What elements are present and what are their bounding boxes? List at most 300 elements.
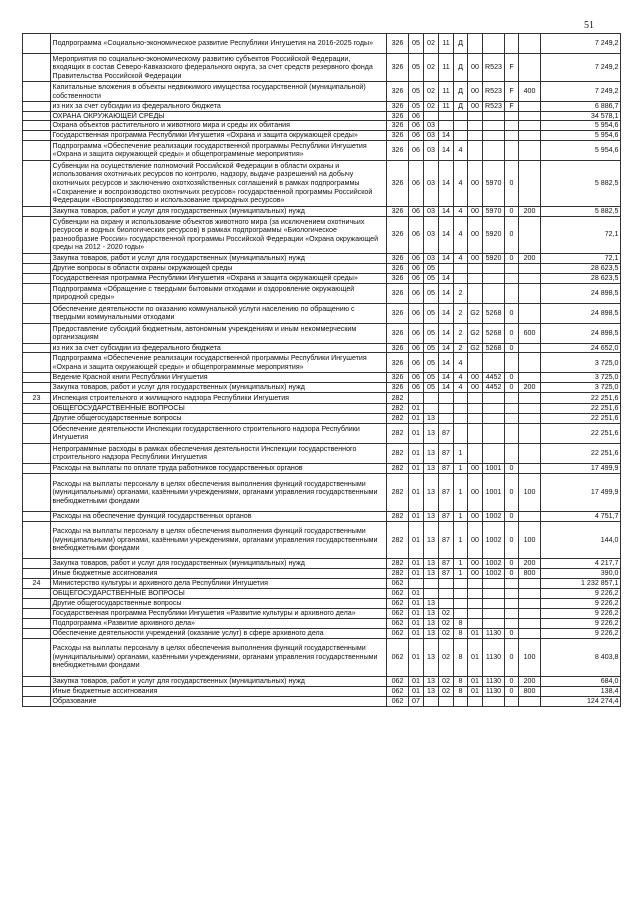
expense-type-cell bbox=[519, 618, 541, 628]
ministry-code-cell: 326 bbox=[387, 206, 409, 216]
subsection-code-cell bbox=[424, 403, 439, 413]
ministry-code-cell: 326 bbox=[387, 216, 409, 253]
section-code-cell: 06 bbox=[409, 323, 424, 343]
expense-type-cell: 100 bbox=[519, 521, 541, 558]
suffix-code-cell bbox=[505, 578, 519, 588]
item-name-cell: Расходы на выплаты персоналу в целях обеспечения выполнения функций государственными (муниципальными) органами, казёнными учреждениями, органами управления государственными внебюджетными фондами bbox=[51, 473, 387, 511]
item-name-cell: из них за счет субсидии из федерального бюджета bbox=[51, 343, 387, 353]
suffix-code-cell: 0 bbox=[505, 558, 519, 568]
table-row bbox=[23, 638, 621, 676]
ministry-code-cell: 326 bbox=[387, 102, 409, 112]
event-code-cell: 00 bbox=[468, 253, 483, 263]
expense-type-cell bbox=[519, 696, 541, 706]
subsection-code-cell: 13 bbox=[424, 608, 439, 618]
table-row bbox=[23, 206, 621, 216]
section-code-cell: 06 bbox=[409, 130, 424, 140]
program-code-cell: 02 bbox=[439, 638, 454, 676]
subsection-code-cell bbox=[424, 111, 439, 121]
row-number-cell bbox=[23, 638, 51, 676]
ministry-code-cell: 282 bbox=[387, 413, 409, 423]
ministry-code-cell: 062 bbox=[387, 608, 409, 618]
ministry-code-cell: 282 bbox=[387, 558, 409, 568]
section-code-cell: 01 bbox=[409, 618, 424, 628]
item-name-cell: Расходы на обеспечение функций государственных органов bbox=[51, 511, 387, 521]
direction-code-cell bbox=[483, 263, 505, 273]
event-code-cell: 00 bbox=[468, 521, 483, 558]
program-code-cell: 14 bbox=[439, 283, 454, 303]
direction-code-cell bbox=[483, 140, 505, 160]
direction-code-cell: 1130 bbox=[483, 676, 505, 686]
suffix-code-cell: 0 bbox=[505, 628, 519, 638]
ministry-code-cell: 326 bbox=[387, 121, 409, 131]
table-row bbox=[23, 323, 621, 343]
program-code-cell bbox=[439, 598, 454, 608]
budget-table bbox=[22, 33, 621, 707]
subsection-code-cell: 13 bbox=[424, 558, 439, 568]
ministry-code-cell: 326 bbox=[387, 373, 409, 383]
amount-cell: 28 623,5 bbox=[541, 263, 621, 273]
amount-cell: 684,0 bbox=[541, 676, 621, 686]
section-code-cell: 01 bbox=[409, 463, 424, 473]
suffix-code-cell: 0 bbox=[505, 568, 519, 578]
item-name-cell: Государственная программа Республики Ингушетия «Охрана и защита окружающей среды» bbox=[51, 130, 387, 140]
row-number-cell bbox=[23, 696, 51, 706]
ministry-code-cell: 326 bbox=[387, 273, 409, 283]
section-code-cell: 01 bbox=[409, 443, 424, 463]
row-number-cell bbox=[23, 382, 51, 392]
section-code-cell: 06 bbox=[409, 263, 424, 273]
amount-cell: 5 954,6 bbox=[541, 130, 621, 140]
suffix-code-cell: 0 bbox=[505, 253, 519, 263]
suffix-code-cell: 0 bbox=[505, 686, 519, 696]
table-row bbox=[23, 253, 621, 263]
direction-code-cell: 5970 bbox=[483, 160, 505, 206]
table-row bbox=[23, 273, 621, 283]
table-row bbox=[23, 403, 621, 413]
direction-code-cell bbox=[483, 578, 505, 588]
amount-cell: 124 274,4 bbox=[541, 696, 621, 706]
item-name-cell: Расходы на выплаты персоналу в целях обеспечения выполнения функций государственными (муниципальными) органами, казёнными учреждениями, органами управления государственными внебюджетными фондами bbox=[51, 521, 387, 558]
event-code-cell bbox=[468, 423, 483, 443]
expense-type-cell bbox=[519, 413, 541, 423]
table-row bbox=[23, 558, 621, 568]
event-code-cell: 00 bbox=[468, 568, 483, 578]
direction-code-cell bbox=[483, 111, 505, 121]
expense-type-cell bbox=[519, 392, 541, 403]
ministry-code-cell: 282 bbox=[387, 423, 409, 443]
ministry-code-cell: 326 bbox=[387, 82, 409, 102]
program-code-cell: 14 bbox=[439, 303, 454, 323]
section-code-cell: 06 bbox=[409, 111, 424, 121]
ministry-code-cell: 326 bbox=[387, 253, 409, 263]
event-code-cell bbox=[468, 392, 483, 403]
item-name-cell: Закупка товаров, работ и услуг для государственных (муниципальных) нужд bbox=[51, 206, 387, 216]
amount-cell: 22 251,6 bbox=[541, 403, 621, 413]
program-code-cell: 02 bbox=[439, 618, 454, 628]
program-code-cell: 14 bbox=[439, 353, 454, 373]
item-name-cell: Подпрограмма «Социально-экономическое развитие Республики Ингушетия на 2016-2025 годы» bbox=[51, 34, 387, 54]
expense-type-cell: 200 bbox=[519, 558, 541, 568]
section-code-cell: 01 bbox=[409, 608, 424, 618]
direction-code-cell bbox=[483, 34, 505, 54]
page-number: 51 bbox=[584, 20, 594, 31]
expense-type-cell bbox=[519, 598, 541, 608]
subprogram-code-cell bbox=[454, 578, 468, 588]
amount-cell: 4 217,7 bbox=[541, 558, 621, 568]
subprogram-code-cell: 8 bbox=[454, 628, 468, 638]
suffix-code-cell bbox=[505, 353, 519, 373]
subsection-code-cell: 03 bbox=[424, 216, 439, 253]
subsection-code-cell: 05 bbox=[424, 323, 439, 343]
section-code-cell: 01 bbox=[409, 473, 424, 511]
amount-cell: 138,4 bbox=[541, 686, 621, 696]
event-code-cell bbox=[468, 578, 483, 588]
event-code-cell: 00 bbox=[468, 373, 483, 383]
subsection-code-cell: 02 bbox=[424, 102, 439, 112]
row-number-cell bbox=[23, 511, 51, 521]
program-code-cell: 14 bbox=[439, 160, 454, 206]
suffix-code-cell bbox=[505, 263, 519, 273]
section-code-cell: 01 bbox=[409, 638, 424, 676]
direction-code-cell bbox=[483, 413, 505, 423]
subsection-code-cell: 03 bbox=[424, 121, 439, 131]
subsection-code-cell: 03 bbox=[424, 130, 439, 140]
item-name-cell: ОХРАНА ОКРУЖАЮЩЕЙ СРЕДЫ bbox=[51, 111, 387, 121]
subsection-code-cell: 13 bbox=[424, 568, 439, 578]
suffix-code-cell bbox=[505, 403, 519, 413]
amount-cell: 24 898,5 bbox=[541, 303, 621, 323]
row-number-cell bbox=[23, 82, 51, 102]
subprogram-code-cell bbox=[454, 588, 468, 598]
row-number-cell bbox=[23, 413, 51, 423]
ministry-code-cell: 326 bbox=[387, 323, 409, 343]
event-code-cell bbox=[468, 273, 483, 283]
direction-code-cell: 5268 bbox=[483, 323, 505, 343]
expense-type-cell bbox=[519, 373, 541, 383]
suffix-code-cell bbox=[505, 413, 519, 423]
section-code-cell: 01 bbox=[409, 403, 424, 413]
ministry-code-cell: 062 bbox=[387, 676, 409, 686]
expense-type-cell: 600 bbox=[519, 323, 541, 343]
ministry-code-cell: 326 bbox=[387, 382, 409, 392]
program-code-cell: 14 bbox=[439, 323, 454, 343]
direction-code-cell: 1130 bbox=[483, 628, 505, 638]
program-code-cell: 14 bbox=[439, 273, 454, 283]
ministry-code-cell: 326 bbox=[387, 160, 409, 206]
ministry-code-cell: 326 bbox=[387, 303, 409, 323]
expense-type-cell: 100 bbox=[519, 473, 541, 511]
suffix-code-cell bbox=[505, 618, 519, 628]
event-code-cell bbox=[468, 618, 483, 628]
expense-type-cell bbox=[519, 403, 541, 413]
row-number-cell bbox=[23, 216, 51, 253]
row-number-cell bbox=[23, 463, 51, 473]
row-number-cell bbox=[23, 111, 51, 121]
item-name-cell: Охрана объектов растительного и животного мира и среды их обитания bbox=[51, 121, 387, 131]
subsection-code-cell: 13 bbox=[424, 676, 439, 686]
amount-cell: 9 226,2 bbox=[541, 618, 621, 628]
suffix-code-cell: 0 bbox=[505, 638, 519, 676]
table-row bbox=[23, 160, 621, 206]
expense-type-cell: 100 bbox=[519, 638, 541, 676]
amount-cell: 7 249,2 bbox=[541, 54, 621, 82]
direction-code-cell bbox=[483, 608, 505, 618]
program-code-cell bbox=[439, 263, 454, 273]
table-row bbox=[23, 473, 621, 511]
item-name-cell: Субвенции на охрану и использование объектов животного мира (за исключением охотничьих ресурсов и водных биологических ресурсов) в рамках подпрограммы «Биологическое разнообразие России» государственной программы Российской Федерации «Охрана окружающей среды на 2012 - 2020 годы» bbox=[51, 216, 387, 253]
program-code-cell: 11 bbox=[439, 34, 454, 54]
ministry-code-cell: 062 bbox=[387, 696, 409, 706]
suffix-code-cell bbox=[505, 273, 519, 283]
table-row bbox=[23, 216, 621, 253]
subsection-code-cell: 05 bbox=[424, 373, 439, 383]
suffix-code-cell: 0 bbox=[505, 521, 519, 558]
suffix-code-cell bbox=[505, 111, 519, 121]
expense-type-cell: 200 bbox=[519, 676, 541, 686]
table-row bbox=[23, 413, 621, 423]
ministry-code-cell: 282 bbox=[387, 511, 409, 521]
program-code-cell bbox=[439, 403, 454, 413]
table-row bbox=[23, 696, 621, 706]
direction-code-cell: 5970 bbox=[483, 206, 505, 216]
amount-cell: 72,1 bbox=[541, 216, 621, 253]
subprogram-code-cell: 4 bbox=[454, 373, 468, 383]
ministry-code-cell: 326 bbox=[387, 343, 409, 353]
subsection-code-cell: 05 bbox=[424, 382, 439, 392]
program-code-cell bbox=[439, 578, 454, 588]
subprogram-code-cell: 8 bbox=[454, 618, 468, 628]
expense-type-cell bbox=[519, 608, 541, 618]
row-number-cell bbox=[23, 676, 51, 686]
item-name-cell: Закупка товаров, работ и услуг для государственных (муниципальных) нужд bbox=[51, 676, 387, 686]
ministry-code-cell: 326 bbox=[387, 130, 409, 140]
subprogram-code-cell bbox=[454, 608, 468, 618]
suffix-code-cell: 0 bbox=[505, 303, 519, 323]
section-code-cell: 06 bbox=[409, 283, 424, 303]
amount-cell: 7 249,2 bbox=[541, 82, 621, 102]
row-number-cell bbox=[23, 443, 51, 463]
amount-cell: 9 226,2 bbox=[541, 608, 621, 618]
program-code-cell: 02 bbox=[439, 686, 454, 696]
suffix-code-cell bbox=[505, 423, 519, 443]
direction-code-cell bbox=[483, 598, 505, 608]
subsection-code-cell: 03 bbox=[424, 160, 439, 206]
section-code-cell: 06 bbox=[409, 273, 424, 283]
subprogram-code-cell: 2 bbox=[454, 343, 468, 353]
program-code-cell bbox=[439, 392, 454, 403]
suffix-code-cell bbox=[505, 283, 519, 303]
ministry-code-cell: 326 bbox=[387, 54, 409, 82]
ministry-code-cell: 326 bbox=[387, 140, 409, 160]
ministry-code-cell: 062 bbox=[387, 578, 409, 588]
program-code-cell: 02 bbox=[439, 628, 454, 638]
direction-code-cell: 1002 bbox=[483, 521, 505, 558]
section-code-cell: 06 bbox=[409, 303, 424, 323]
row-number-cell bbox=[23, 343, 51, 353]
item-name-cell: Закупка товаров, работ и услуг для государственных (муниципальных) нужд bbox=[51, 558, 387, 568]
subprogram-code-cell: 8 bbox=[454, 638, 468, 676]
direction-code-cell: 5920 bbox=[483, 216, 505, 253]
subprogram-code-cell: 2 bbox=[454, 323, 468, 343]
section-code-cell: 05 bbox=[409, 34, 424, 54]
direction-code-cell bbox=[483, 130, 505, 140]
section-code-cell: 01 bbox=[409, 558, 424, 568]
expense-type-cell bbox=[519, 102, 541, 112]
direction-code-cell: 1002 bbox=[483, 511, 505, 521]
amount-cell: 24 898,5 bbox=[541, 323, 621, 343]
direction-code-cell bbox=[483, 443, 505, 463]
section-code-cell: 01 bbox=[409, 676, 424, 686]
section-code-cell: 01 bbox=[409, 588, 424, 598]
suffix-code-cell: 0 bbox=[505, 676, 519, 686]
ministry-code-cell: 282 bbox=[387, 403, 409, 413]
section-code-cell: 01 bbox=[409, 413, 424, 423]
section-code-cell: 06 bbox=[409, 140, 424, 160]
table-row bbox=[23, 130, 621, 140]
ministry-code-cell: 282 bbox=[387, 521, 409, 558]
amount-cell: 1 232 857,1 bbox=[541, 578, 621, 588]
item-name-cell: ОБЩЕГОСУДАРСТВЕННЫЕ ВОПРОСЫ bbox=[51, 588, 387, 598]
amount-cell: 17 499,9 bbox=[541, 463, 621, 473]
table-row bbox=[23, 423, 621, 443]
event-code-cell: G2 bbox=[468, 303, 483, 323]
suffix-code-cell: F bbox=[505, 82, 519, 102]
subprogram-code-cell: 4 bbox=[454, 160, 468, 206]
event-code-cell bbox=[468, 353, 483, 373]
program-code-cell: 11 bbox=[439, 102, 454, 112]
amount-cell: 7 249,2 bbox=[541, 34, 621, 54]
item-name-cell: Образование bbox=[51, 696, 387, 706]
suffix-code-cell: 0 bbox=[505, 511, 519, 521]
section-code-cell: 06 bbox=[409, 382, 424, 392]
program-code-cell bbox=[439, 588, 454, 598]
program-code-cell: 14 bbox=[439, 216, 454, 253]
row-number-cell bbox=[23, 206, 51, 216]
section-code-cell: 01 bbox=[409, 568, 424, 578]
item-name-cell: Иные бюджетные ассигнования bbox=[51, 686, 387, 696]
item-name-cell: Подпрограмма «Развитие архивного дела» bbox=[51, 618, 387, 628]
suffix-code-cell bbox=[505, 121, 519, 131]
row-number-cell bbox=[23, 283, 51, 303]
direction-code-cell: 1002 bbox=[483, 568, 505, 578]
item-name-cell: Инспекция строительного и жилищного надзора Республики Ингушетия bbox=[51, 392, 387, 403]
expense-type-cell bbox=[519, 130, 541, 140]
expense-type-cell bbox=[519, 443, 541, 463]
subsection-code-cell: 13 bbox=[424, 413, 439, 423]
table-row bbox=[23, 598, 621, 608]
expense-type-cell bbox=[519, 273, 541, 283]
event-code-cell: 00 bbox=[468, 382, 483, 392]
suffix-code-cell bbox=[505, 443, 519, 463]
table-row bbox=[23, 140, 621, 160]
item-name-cell: Государственная программа Республики Ингушетия «Охрана и защита окружающей среды» bbox=[51, 273, 387, 283]
table-row bbox=[23, 263, 621, 273]
event-code-cell: 00 bbox=[468, 463, 483, 473]
event-code-cell bbox=[468, 34, 483, 54]
expense-type-cell: 400 bbox=[519, 82, 541, 102]
amount-cell: 3 725,0 bbox=[541, 373, 621, 383]
event-code-cell bbox=[468, 263, 483, 273]
amount-cell: 5 954,6 bbox=[541, 121, 621, 131]
subsection-code-cell: 13 bbox=[424, 443, 439, 463]
subsection-code-cell: 13 bbox=[424, 598, 439, 608]
direction-code-cell: 5268 bbox=[483, 343, 505, 353]
expense-type-cell bbox=[519, 121, 541, 131]
section-code-cell bbox=[409, 578, 424, 588]
subprogram-code-cell: 4 bbox=[454, 382, 468, 392]
section-code-cell: 01 bbox=[409, 598, 424, 608]
subsection-code-cell: 05 bbox=[424, 353, 439, 373]
program-code-cell: 87 bbox=[439, 463, 454, 473]
expense-type-cell bbox=[519, 343, 541, 353]
row-number-cell bbox=[23, 253, 51, 263]
program-code-cell: 14 bbox=[439, 130, 454, 140]
item-name-cell: Подпрограмма «Обеспечение реализации государственной программы Республики Ингушетия «Охрана и защита окружающей среды» и общепрограммные мероприятия» bbox=[51, 140, 387, 160]
program-code-cell: 14 bbox=[439, 140, 454, 160]
ministry-code-cell: 062 bbox=[387, 638, 409, 676]
program-code-cell: 87 bbox=[439, 558, 454, 568]
program-code-cell: 87 bbox=[439, 568, 454, 578]
direction-code-cell bbox=[483, 588, 505, 598]
row-number-cell: 23 bbox=[23, 392, 51, 403]
event-code-cell: 00 bbox=[468, 54, 483, 82]
subprogram-code-cell: 8 bbox=[454, 676, 468, 686]
table-row bbox=[23, 373, 621, 383]
subprogram-code-cell: 1 bbox=[454, 521, 468, 558]
subprogram-code-cell bbox=[454, 111, 468, 121]
subprogram-code-cell: 8 bbox=[454, 686, 468, 696]
amount-cell: 144,0 bbox=[541, 521, 621, 558]
section-code-cell: 06 bbox=[409, 160, 424, 206]
subsection-code-cell bbox=[424, 588, 439, 598]
suffix-code-cell bbox=[505, 696, 519, 706]
amount-cell: 5 882,5 bbox=[541, 206, 621, 216]
item-name-cell: Непрограммные расходы в рамках обеспечения деятельности Инспекции государственного строительного надзора Республики Ингушетия bbox=[51, 443, 387, 463]
expense-type-cell bbox=[519, 34, 541, 54]
amount-cell: 9 226,2 bbox=[541, 598, 621, 608]
item-name-cell: Обеспечение деятельности Инспекции государственного строительного надзора Республики Ингушетия bbox=[51, 423, 387, 443]
row-number-cell bbox=[23, 423, 51, 443]
expense-type-cell bbox=[519, 216, 541, 253]
table-row bbox=[23, 111, 621, 121]
amount-cell: 3 725,0 bbox=[541, 353, 621, 373]
program-code-cell: 87 bbox=[439, 521, 454, 558]
row-number-cell bbox=[23, 521, 51, 558]
subsection-code-cell: 13 bbox=[424, 423, 439, 443]
section-code-cell: 05 bbox=[409, 82, 424, 102]
direction-code-cell: 1001 bbox=[483, 463, 505, 473]
row-number-cell bbox=[23, 403, 51, 413]
expense-type-cell bbox=[519, 140, 541, 160]
row-number-cell bbox=[23, 273, 51, 283]
suffix-code-cell: 0 bbox=[505, 473, 519, 511]
ministry-code-cell: 062 bbox=[387, 598, 409, 608]
subprogram-code-cell: 4 bbox=[454, 216, 468, 253]
table-row bbox=[23, 568, 621, 578]
expense-type-cell: 800 bbox=[519, 686, 541, 696]
direction-code-cell: R523 bbox=[483, 82, 505, 102]
event-code-cell: 00 bbox=[468, 216, 483, 253]
item-name-cell: Предоставление субсидий бюджетным, автономным учреждениям и иным некоммерческим организациям bbox=[51, 323, 387, 343]
subsection-code-cell: 03 bbox=[424, 253, 439, 263]
row-number-cell bbox=[23, 102, 51, 112]
suffix-code-cell: 0 bbox=[505, 323, 519, 343]
row-number-cell bbox=[23, 686, 51, 696]
table-row bbox=[23, 382, 621, 392]
subsection-code-cell: 05 bbox=[424, 273, 439, 283]
suffix-code-cell bbox=[505, 392, 519, 403]
expense-type-cell bbox=[519, 511, 541, 521]
